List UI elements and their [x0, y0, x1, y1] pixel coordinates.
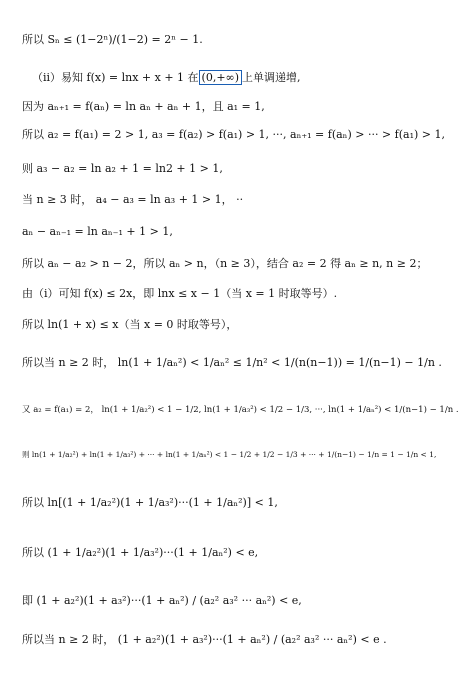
text-line-5: 则 a₃ − a₂ = ln a₂ + 1 = ln2 + 1 > 1,	[22, 162, 223, 175]
text-line-14: 所以 ln[(1 + 1/a₂²)(1 + 1/a₃²)···(1 + 1/aₙ²)] < 1,	[22, 496, 278, 509]
text-line-8: 所以 aₙ − a₂ > n − 2，所以 aₙ > n，（n ≥ 3），结合 a₂ = 2 得 aₙ ≥ n, n ≥ 2；	[22, 257, 428, 270]
text-line-16: 即 (1 + a₂²)(1 + a₃²)···(1 + aₙ²) / (a₂² a₃² ··· aₙ²) < e,	[22, 594, 302, 607]
text-line-2-start: （ii）易知 f(x) = lnx + x + 1 在	[32, 71, 199, 84]
text-line-6: 当 n ≥ 3 时， a₄ − a₃ = ln a₃ + 1 > 1， ··	[22, 193, 244, 206]
text-line-13: 则 ln(1 + 1/a₂²) + ln(1 + 1/a₃²) + ··· + ln(1 + 1/aₙ²) < 1 − 1/2 + 1/2 − 1/3 + ··· + 1/(n−1) − 1/n = 1 − 1/n < 1,	[22, 450, 437, 459]
highlighted-interval: (0,+∞)	[199, 70, 242, 85]
text-line-4: 所以 a₂ = f(a₁) = 2 > 1, a₃ = f(a₂) > f(a₁) > 1, ···, aₙ₊₁ = f(aₙ) > ··· > f(a₁) > 1,	[22, 128, 445, 141]
text-line-2	[22, 71, 459, 84]
text-line-3: 因为 aₙ₊₁ = f(aₙ) = ln aₙ + aₙ + 1，且 a₁ = 1,	[22, 100, 265, 113]
text-line-9: 由（i）可知 f(x) ≤ 2x，即 lnx ≤ x − 1（当 x = 1 时取等号）.	[22, 287, 338, 300]
text-line-10: 所以 ln(1 + x) ≤ x（当 x = 0 时取等号），	[22, 318, 238, 331]
text-line-11: 所以当 n ≥ 2 时， ln(1 + 1/aₙ²) < 1/aₙ² ≤ 1/n² < 1/(n(n−1)) = 1/(n−1) − 1/n .	[22, 356, 442, 369]
text-line-15: 所以 (1 + 1/a₂²)(1 + 1/a₃²)···(1 + 1/aₙ²) < e,	[22, 546, 259, 559]
text-line-7: aₙ − aₙ₋₁ = ln aₙ₋₁ + 1 > 1,	[22, 225, 173, 238]
text-line-1: 所以 Sₙ ≤ (1−2ⁿ)/(1−2) = 2ⁿ − 1.	[22, 33, 203, 46]
text-line-2-end: 上单调递增,	[242, 71, 301, 84]
text-line-12: 又 a₂ = f(a₁) = 2， ln(1 + 1/a₂²) < 1 − 1/2, ln(1 + 1/a₃²) < 1/2 − 1/3, ···, ln(1 + 1/aₙ²) < 1/(n−1) − 1/n .	[22, 405, 459, 415]
text-line-17: 所以当 n ≥ 2 时， (1 + a₂²)(1 + a₃²)···(1 + aₙ²) / (a₂² a₃² ··· aₙ²) < e .	[22, 633, 387, 646]
